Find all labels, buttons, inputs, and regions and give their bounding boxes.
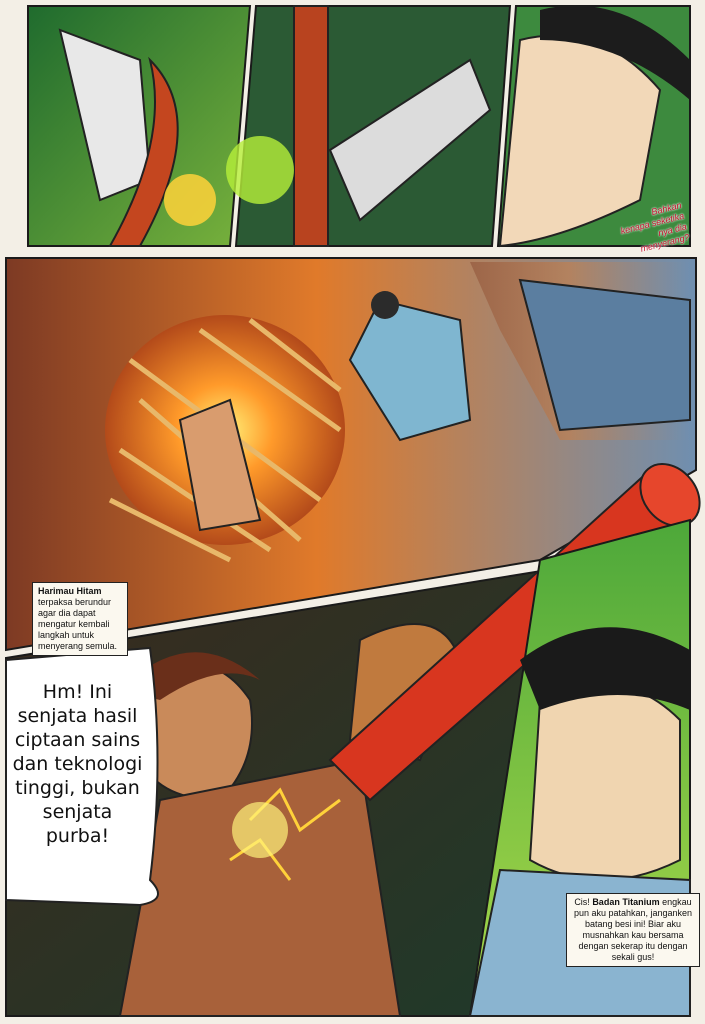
caption-prefix: Cis!: [574, 897, 593, 907]
panel-5-speech: Hm! Ini senjata hasil ciptaan sains dan teknologi tinggi, bukan senjata purba!: [12, 681, 143, 847]
face-hero: [530, 684, 680, 880]
panel-1: [28, 6, 250, 246]
caption-name-badan-titanium: Badan Titanium: [592, 897, 660, 907]
caption-name-harimau-hitam: Harimau Hitam: [38, 586, 102, 596]
panel-2: [226, 6, 510, 246]
caption-text: engkau pun aku patahkan, janganken batang besi ini! Biar aku musnahkan kau bersama dengan sekerap itu dengan sekali gus!: [573, 897, 693, 962]
panel-3-whisper: Bahkan kenapa seketika nya dia menyerang?: [619, 200, 691, 254]
panel-4-caption: [32, 582, 128, 656]
staff-vertical: [294, 6, 328, 246]
caption-text: terpaksa berundur agar dia dapat mengatur kembali langkah untuk menyerang semula.: [38, 597, 118, 651]
panel-6-caption: [566, 893, 700, 967]
